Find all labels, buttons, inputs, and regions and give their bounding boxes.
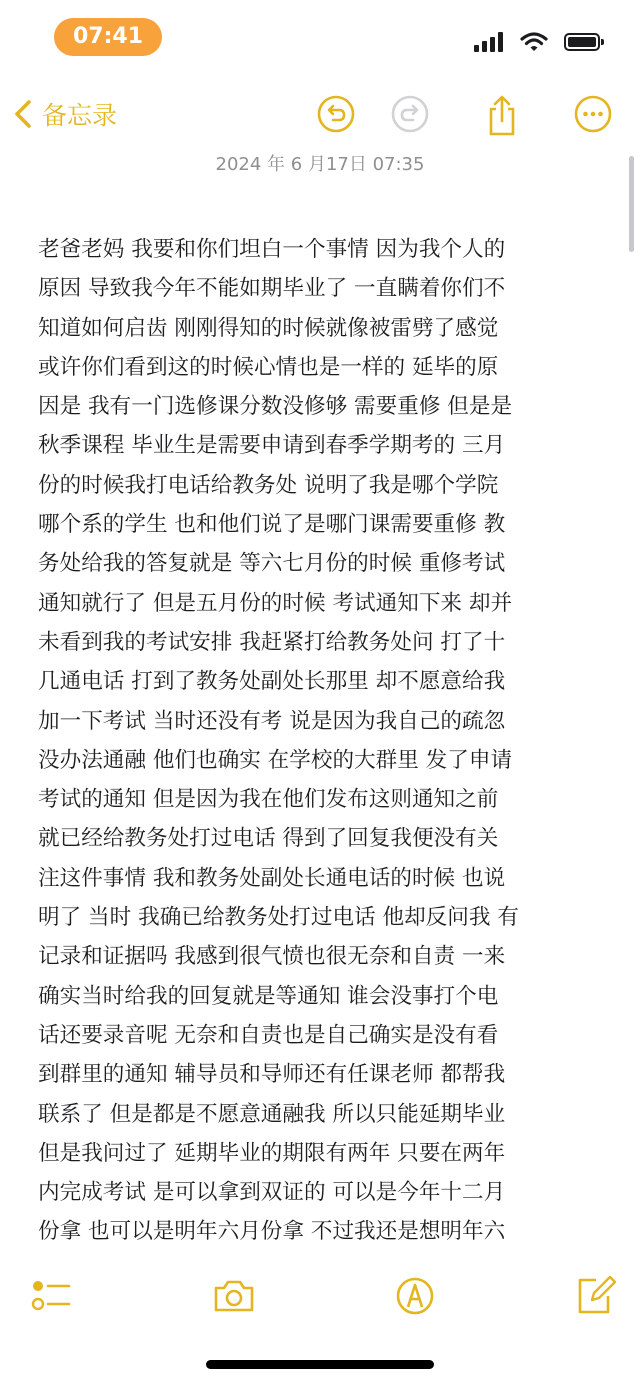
note-line: 到群里的通知 辅导员和导师还有任课老师 都帮我 [38, 1062, 506, 1088]
note-line: 但是我问过了 延期毕业的期限有两年 只要在两年 [38, 1140, 506, 1166]
note-line: 确实当时给我的回复就是等通知 谁会没事打个电 [38, 983, 499, 1009]
note-line: 几通电话 打到了教务处副处长那里 却不愿意给我 [38, 669, 506, 695]
compose-icon [574, 1274, 618, 1318]
battery-icon [564, 33, 600, 51]
status-icons [474, 28, 600, 56]
note-line: 内完成考试 是可以拿到双证的 可以是今年十二月 [38, 1180, 506, 1206]
note-line: 份拿 也可以是明年六月份拿 不过我还是想明年六 [38, 1219, 506, 1245]
camera-icon [212, 1274, 256, 1318]
status-bar [0, 0, 640, 80]
nav-bar [0, 86, 640, 144]
status-time[interactable]: 07:41 [54, 18, 162, 56]
note-line: 就已经给教务处打过电话 得到了回复我便没有关 [38, 826, 499, 852]
markup-button[interactable] [393, 1274, 437, 1318]
note-line: 老爸老妈 我要和你们坦白一个事情 因为我个人的 [38, 237, 506, 262]
wifi-icon [520, 31, 548, 53]
share-button[interactable] [482, 94, 522, 134]
note-line: 没办法通融 他们也确实 在学校的大群里 发了申请 [38, 747, 513, 773]
redo-button[interactable] [390, 94, 430, 134]
note-line: 注这件事情 我和教务处副处长通电话的时候 也说 [38, 865, 506, 891]
note-line: 联系了 但是都是不愿意通融我 所以只能延期毕业 [38, 1101, 506, 1127]
undo-icon [316, 94, 356, 134]
note-line: 秋季课程 毕业生是需要申请到春季学期考的 三月 [38, 433, 506, 459]
note-date: 2024 年 6 月17日 07:35 [215, 154, 425, 175]
home-indicator[interactable] [206, 1360, 434, 1369]
chevron-left-icon [14, 99, 32, 129]
share-icon [482, 94, 522, 138]
note-line: 加一下考试 当时还没有考 说是因为我自己的疏忽 [38, 708, 506, 734]
note-line: 通知就行了 但是五月份的时候 考试通知下来 却并 [38, 590, 513, 616]
bottom-toolbar [0, 1270, 640, 1320]
note-line: 未看到我的考试安排 我赶紧打给教务处问 打了十 [38, 629, 506, 655]
note-line: 知道如何启齿 刚刚得知的时候就像被雷劈了感觉 [38, 315, 499, 341]
back-button[interactable] [14, 92, 117, 136]
undo-button[interactable] [316, 94, 356, 134]
checklist-icon [28, 1274, 72, 1318]
redo-icon [390, 94, 430, 134]
note-line: 或许你们看到这的时候心情也是一样的 延毕的原 [38, 354, 499, 380]
note-line: 话还要录音呢 无奈和自责也是自己确实是没有看 [38, 1022, 499, 1048]
note-line: 哪个系的学生 也和他们说了是哪门课需要重修 教 [38, 512, 506, 538]
note-line: 务处给我的答复就是 等六七月份的时候 重修考试 [38, 551, 506, 577]
more-button[interactable] [573, 94, 613, 134]
more-icon [573, 94, 613, 134]
note-line: 考试的通知 但是因为我在他们发布这则通知之前 [38, 787, 499, 813]
cellular-signal-icon [474, 32, 506, 52]
note-body[interactable] [38, 230, 598, 1260]
scrollbar[interactable] [629, 156, 634, 252]
markup-icon [393, 1274, 437, 1318]
note-line: 因是 我有一门选修课分数没修够 需要重修 但是是 [38, 394, 513, 420]
checklist-button[interactable] [28, 1274, 72, 1318]
note-line: 记录和证据吗 我感到很气愤也很无奈和自责 一来 [38, 944, 506, 970]
camera-button[interactable] [212, 1274, 256, 1318]
note-line: 份的时候我打电话给教务处 说明了我是哪个学院 [38, 472, 499, 498]
back-label: 备忘录 [42, 101, 118, 130]
note-line: 明了 当时 我确已给教务处打过电话 他却反问我 有 [38, 905, 519, 931]
compose-button[interactable] [574, 1274, 618, 1318]
note-line: 原因 导致我今年不能如期毕业了 一直瞒着你们不 [38, 276, 506, 302]
